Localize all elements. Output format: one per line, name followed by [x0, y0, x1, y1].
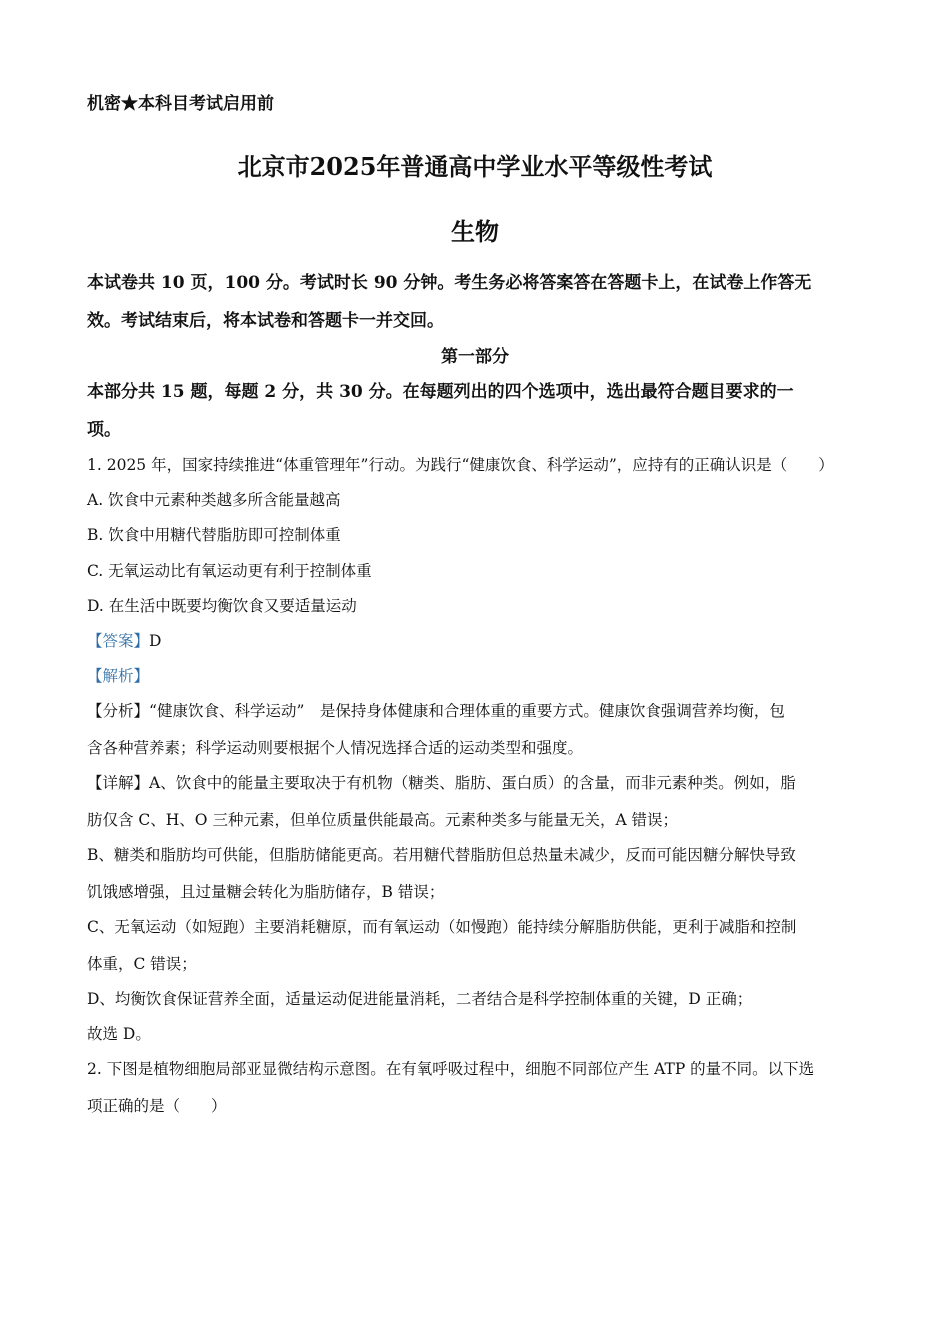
fenxi-line-2: 含各种营养素；科学运动则要根据个人情况选择合适的运动类型和强度。: [87, 739, 584, 757]
fenxi-text-1: “健康饮食、科学运动” 是保持身体健康和合理体重的重要方式。健康饮食强调营养均衡，包: [149, 702, 785, 720]
exam-title: 北京市2025年普通高中学业水平等级性考试: [237, 152, 713, 181]
answer-tag: 【答案】: [87, 632, 150, 650]
xiangjie-line-2: 肪仅含 C、H、O 三种元素，但单位质量供能最高。元素种类多与能量无关，A 错误；: [87, 811, 679, 829]
question-1-option-d: D. 在生活中既要均衡饮食又要适量运动: [87, 597, 357, 615]
question-1-answer: [87, 631, 161, 651]
question-1-option-a: A. 饮食中元素种类越多所含能量越高: [87, 491, 341, 509]
explain-b-line-1: B、糖类和脂肪均可供能，但脂肪储能更高。若用糖代替脂肪但总热量未减少，反而可能因糖分解快导致: [87, 846, 796, 864]
confidential-label: 机密★本科目考试启用前: [87, 94, 274, 114]
question-1-option-b: B. 饮食中用糖代替脂肪即可控制体重: [87, 526, 341, 544]
fenxi-tag: 【分析】: [87, 702, 150, 720]
xiangjie-tag: 【详解】: [87, 774, 150, 792]
part-one-title: 第一部分: [441, 347, 509, 367]
part-one-desc-line-1: 本部分共 15 题，每题 2 分，共 30 分。在每题列出的四个选项中，选出最符合题目要求的一: [87, 382, 794, 402]
analysis-tag: 【解析】: [87, 667, 150, 685]
explain-c-line-1: C、无氧运动（如短跑）主要消耗糖原，而有氧运动（如慢跑）能持续分解脂肪供能，更利于减脂和控制: [87, 918, 797, 936]
question-1-conclusion: 故选 D。: [87, 1025, 151, 1043]
explain-d-line: D、均衡饮食保证营养全面，适量运动促进能量消耗，二者结合是科学控制体重的关键，D 正确；: [87, 990, 753, 1008]
answer-value: D: [149, 632, 162, 650]
explain-b-line-2: 饥饿感增强，且过量糖会转化为脂肪储存，B 错误；: [87, 883, 445, 901]
instructions-line-2: 效。考试结束后，将本试卷和答题卡一并交回。: [87, 311, 444, 331]
instructions-line-1: 本试卷共 10 页，100 分。考试时长 90 分钟。考生务必将答案答在答题卡上，在试卷上作答无: [87, 273, 812, 293]
fenxi-line-1: [87, 701, 785, 721]
subject-title: 生物: [451, 217, 499, 246]
xiangjie-text-1: A、饮食中的能量主要取决于有机物（糖类、脂肪、蛋白质）的含量，而非元素种类。例如，脂: [149, 774, 796, 792]
xiangjie-line-1: [87, 773, 796, 793]
question-1-stem: 1. 2025 年，国家持续推进“体重管理年”行动。为践行“健康饮食、科学运动”，应持有的正确认识是（ ）: [87, 456, 834, 474]
explain-c-line-2: 体重，C 错误；: [87, 955, 197, 973]
question-2-stem-line-1: 2. 下图是植物细胞局部亚显微结构示意图。在有氧呼吸过程中，细胞不同部位产生 ATP 的量不同。以下选: [87, 1060, 815, 1078]
part-one-desc-line-2: 项。: [87, 420, 121, 440]
question-1-option-c: C. 无氧运动比有氧运动更有利于控制体重: [87, 562, 372, 580]
question-2-stem-line-2: 项正确的是（ ）: [87, 1097, 227, 1115]
